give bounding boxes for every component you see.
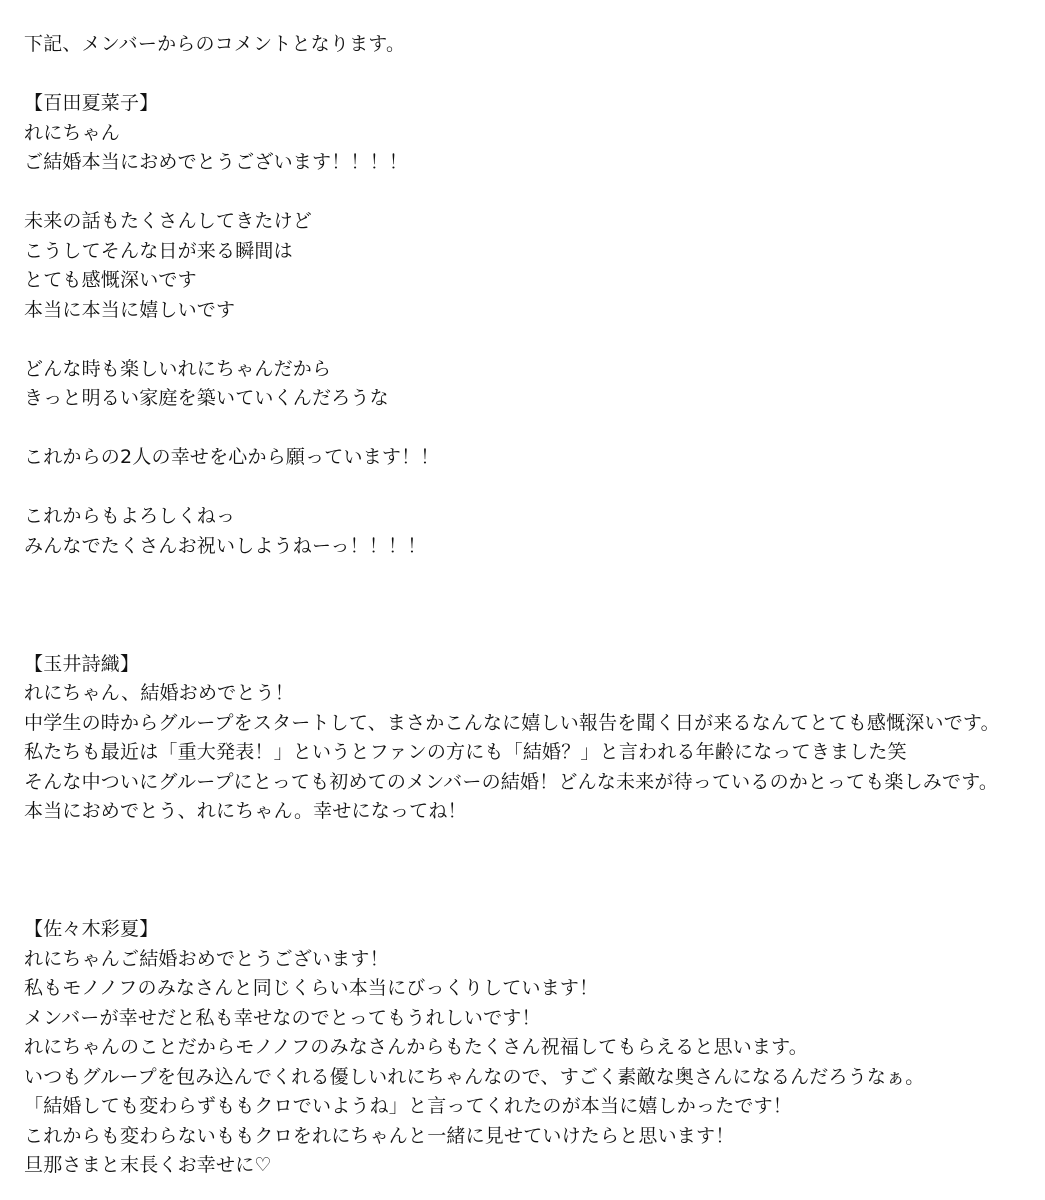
comment-line: 本当におめでとう、れにちゃん。幸せになってね！ bbox=[24, 800, 467, 822]
comment-line: 本当に本当に嬉しいです bbox=[24, 298, 236, 321]
comment-line: きっと明るい家庭を築いていくんだろうな bbox=[24, 387, 389, 409]
spacer bbox=[24, 561, 1024, 650]
comment-document bbox=[24, 30, 1024, 1181]
comment-line: どんな時も楽しいれにちゃんだから bbox=[24, 357, 332, 380]
comment-line: 私もモノノフのみなさんと同じくらい本当にびっくりしています！ bbox=[24, 977, 599, 999]
comment-line: メンバーが幸せだと私も幸せなのでとってもうれしいです！ bbox=[24, 1006, 541, 1029]
comment-line: 中学生の時からグループをスタートして、まさかこんなに嬉しい報告を聞く日が来るなんてとても感慨深いです。 bbox=[24, 711, 1000, 734]
member-heading-momota: 【百田夏菜子】 bbox=[24, 92, 159, 114]
comment-line: みんなでたくさんお祝いしようねーっ！！！！ bbox=[24, 534, 427, 557]
comment-line: こうしてそんな日が来る瞬間は bbox=[24, 239, 293, 262]
spacer bbox=[24, 178, 1024, 208]
comment-line: そんな中ついにグループにとっても初めてのメンバーの結婚！どんな未来が待っているのかとっても楽しみです。 bbox=[24, 770, 999, 793]
comment-line: 私たちも最近は「重大発表！」というとファンの方にも「結婚？」と言われる年齢になってきました笑 bbox=[24, 741, 907, 763]
spacer bbox=[24, 414, 1024, 444]
comment-line: れにちゃん、結婚おめでとう！ bbox=[24, 682, 294, 704]
spacer bbox=[24, 60, 1024, 90]
comment-line: これからも変わらないももクロをれにちゃんと一緒に見せていけたらと思います！ bbox=[24, 1124, 735, 1147]
comment-line: いつもグループを包み込んでくれる優しいれにちゃんなので、すごく素敵な奥さんになるんだろうなぁ。 bbox=[24, 1065, 925, 1088]
comment-line: れにちゃんご結婚おめでとうございます！ bbox=[24, 947, 389, 970]
member-heading-tamai: 【玉井詩織】 bbox=[24, 652, 140, 675]
spacer bbox=[24, 473, 1024, 503]
spacer bbox=[24, 827, 1024, 916]
comment-line: 未来の話もたくさんしてきたけど bbox=[24, 210, 313, 232]
comment-line: れにちゃん bbox=[24, 121, 121, 144]
comment-line: これからの2人の幸せを心から願っています！！ bbox=[24, 446, 440, 468]
comment-line: れにちゃんのことだからモノノフのみなさんからもたくさん祝福してもらえると思います。 bbox=[24, 1036, 808, 1058]
comment-line: 旦那さまと末長くお幸せに♡ bbox=[24, 1154, 272, 1176]
member-heading-sasaki: 【佐々木彩夏】 bbox=[24, 918, 159, 940]
comment-line: とても感慨深いです bbox=[24, 269, 197, 291]
comment-line: これからもよろしくねっ bbox=[24, 505, 236, 527]
spacer bbox=[24, 325, 1024, 355]
comment-line: 「結婚しても変わらずももクロでいようね」と言ってくれたのが本当に嬉しかったです！ bbox=[24, 1095, 793, 1117]
intro-text: 下記、メンバーからのコメントとなります。 bbox=[24, 33, 406, 55]
comment-line: ご結婚本当におめでとうございます！！！！ bbox=[24, 151, 409, 173]
